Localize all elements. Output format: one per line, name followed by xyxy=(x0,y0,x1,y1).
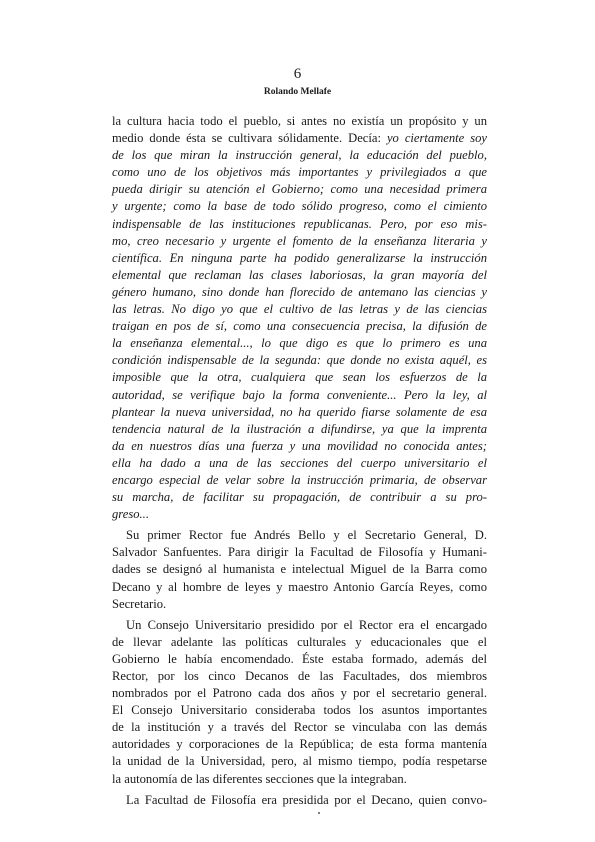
text-line: Un Consejo Universitario presidido por el Rector era el encargado xyxy=(126,617,487,632)
text-line: la autonomía de las diferentes secciones que la integraban. xyxy=(112,771,407,786)
bello-quote xyxy=(112,147,487,523)
text-line: indispensable de las instituciones republicanas. Pero, por eso mis- xyxy=(112,216,487,231)
text-line: género humano, sino donde han florecido de antemano las ciencias y xyxy=(112,284,487,299)
paragraph-consejo xyxy=(112,617,487,788)
text-line: científica. En ninguna parte ha podido generalizarse la instrucción xyxy=(112,250,487,265)
text-line: elemental que reclaman las clases laboriosas, la gran mayoría del xyxy=(112,267,487,282)
text-line: nombrados por el Patrono cada dos años y por el secretario general. xyxy=(112,686,487,701)
text-line: autoridades y corporaciones de la República; de esta forma mantenía xyxy=(112,737,487,752)
text-line: greso... xyxy=(112,507,149,522)
footer-dot xyxy=(318,812,320,814)
text-line: dades se designó al humanista e intelectual Miguel de la Barra como xyxy=(112,562,487,577)
intro-paragraph xyxy=(112,113,487,147)
text-line: las letras. No digo yo que el cultivo de las letras y de las ciencias xyxy=(112,302,487,317)
text-line: mo, creo necesario y urgente el fomento de la enseñanza literaria y xyxy=(112,233,487,248)
text-line: de la institución y a través del Rector se vinculaba con las demás xyxy=(112,720,487,735)
text-line: da en nuestros días una fuerza y una movilidad no conocida antes; xyxy=(112,438,487,453)
text-line: La Facultad de Filosofía era presidida por el Decano, quien convo- xyxy=(126,792,487,807)
running-head-author: Rolando Mellafe xyxy=(263,87,332,97)
text-line: la unidad de la Universidad, pero, al mismo tiempo, podía respetarse xyxy=(112,754,487,769)
text-line: Decano y al hombre de leyes y maestro Antonio García Reyes, como xyxy=(112,579,487,594)
text-line: pueda dirigir su atención el Gobierno; como una necesidad primera xyxy=(112,182,487,197)
text-line: imposible que la otra, cualquiera que sean los esfuerzos de la xyxy=(112,370,487,385)
text-line: ella ha dado a una de las secciones del cuerpo universitario el xyxy=(112,455,487,470)
text-line: traigan en pos de sí, como una consecuencia precisa, la difusión de xyxy=(112,319,487,334)
text-line: Rector, por los cinco Decanos de las Facultades, dos miembros xyxy=(112,669,487,683)
text-line xyxy=(112,130,487,147)
text-line: y urgente; como la base de todo sólido progreso, como el cimiento xyxy=(112,199,487,214)
page-number: 6 xyxy=(293,66,302,82)
text-line: autoridad, se verifique bajo la forma conveniente... Pero la ley, al xyxy=(112,387,487,402)
text-line: Gobierno le había encomendado. Éste estaba formado, además del xyxy=(112,651,487,666)
quote-start: yo ciertamente soy xyxy=(386,131,488,146)
text-line: Salvador Sanfuentes. Para dirigir la Facultad de Filosofía y Humani- xyxy=(112,545,487,560)
text-line: tendencia natural de la ilustración a difundirse, ya que la imprenta xyxy=(112,421,487,436)
text-line: condición indispensable de la segunda: que donde no exista aquél, es xyxy=(112,353,487,368)
body-text xyxy=(112,113,487,809)
text-line: Su primer Rector fue Andrés Bello y el Secretario General, D. xyxy=(126,528,487,543)
text-line: de los que miran la instrucción general, la educación del pueblo, xyxy=(112,148,487,163)
text-line: El Consejo Universitario consideraba todos los asuntos importantes xyxy=(112,703,487,718)
paragraph-rector xyxy=(112,527,487,612)
text-line: de llevar adelante las políticas culturales y educacionales que el xyxy=(112,634,487,649)
text-line: la enseñanza elemental..., lo que digo es que lo primero es una xyxy=(112,336,487,351)
text-line: como uno de los objetivos más importantes y privilegiados a que xyxy=(112,165,487,180)
paragraph-facultad xyxy=(112,792,487,809)
text-span: medio donde ésta se cultivara sólidamente. Decía: xyxy=(112,131,381,146)
text-line: Secretario. xyxy=(112,596,167,611)
text-line: la cultura hacia todo el pueblo, si antes no existía un propósito y un xyxy=(112,114,487,128)
text-line: encargo especial de velar sobre la instrucción primaria, de observar xyxy=(112,472,487,487)
text-line: su marcha, de facilitar su propagación, de contribuir a su pro- xyxy=(112,490,487,505)
text-line: plantear la nueva universidad, no ha querido fiarse solamente de esa xyxy=(112,404,487,419)
